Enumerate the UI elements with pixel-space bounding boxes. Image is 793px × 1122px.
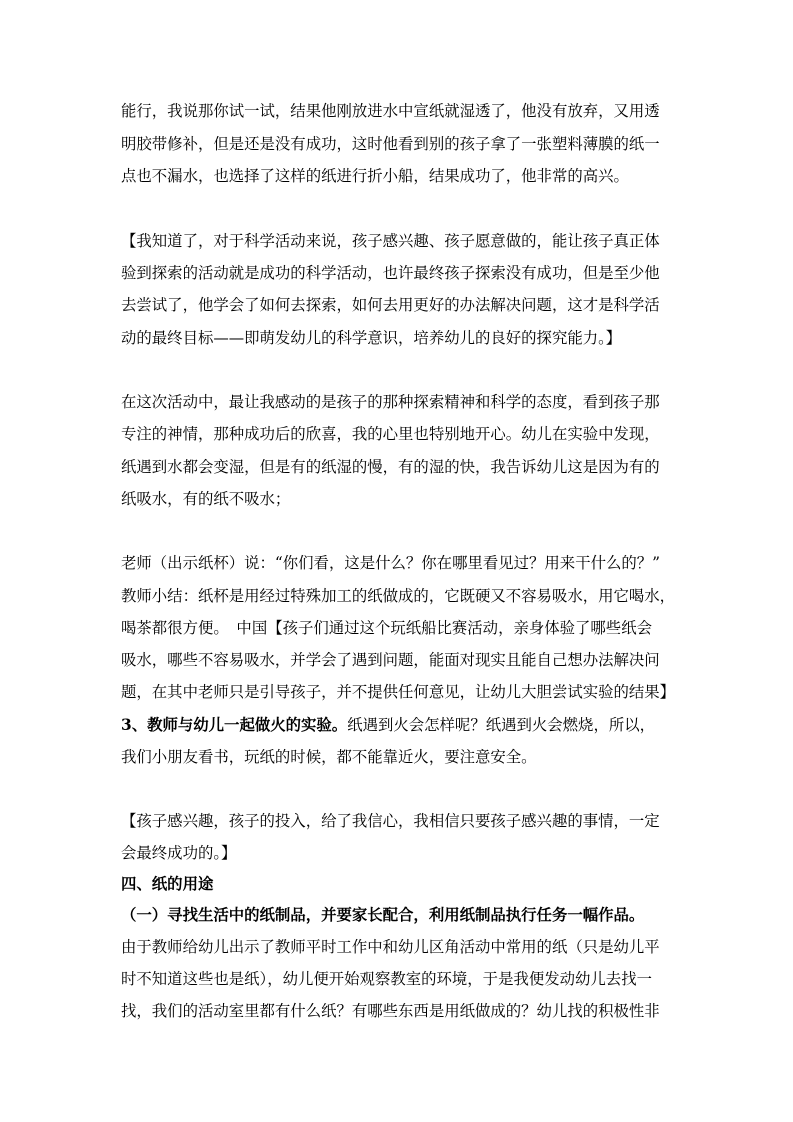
paragraph5-line1 — [121, 715, 655, 735]
paragraph3-line3: 纸遇到水都会变湿，但是有的纸湿的慢，有的湿的快，我告诉幼儿这是因为有的 — [121, 458, 660, 476]
paragraph7-line1: 由于教师给幼儿出示了教师平时工作中和幼儿区角活动中常用的纸（只是幼儿平 — [121, 938, 660, 956]
paragraph1-line1: 能行，我说那你试一试，结果他刚放进水中宣纸就湿透了，他没有放弃，又用透 — [121, 102, 660, 120]
paragraph2-line3: 去尝试了，他学会了如何去探索，如何去用更好的办法解决问题，这才是科学活 — [121, 296, 660, 314]
paragraph7-line2: 时不知道这些也是纸），幼儿便开始观察教室的环境，于是我便发动幼儿去找一 — [121, 970, 652, 988]
paragraph3-line1: 在这次活动中，最让我感动的是孩子的那种探索精神和科学的态度，看到孩子那 — [121, 393, 660, 411]
paragraph2-line1: 【我知道了，对于科学活动来说，孩子感兴趣、孩子愿意做的，能让孩子真正体 — [121, 232, 660, 250]
paragraph5-lead-rest: 纸遇到火会怎样呢？纸遇到火会燃烧，所以， — [347, 716, 656, 734]
paragraph5-line2: 我们小朋友看书，玩纸的时候，都不能靠近火，要注意安全。 — [121, 748, 537, 766]
paragraph4-line4: 吸水，哪些不容易吸水，并学会了遇到问题，能面对现实且能自己想办法解决问 — [121, 651, 660, 669]
paragraph2-line4: 动的最终目标——即萌发幼儿的科学意识，培养幼儿的良好的探究能力。】 — [121, 329, 622, 347]
paragraph4-line3: 喝茶都很方便。 中国【孩子们通过这个玩纸船比赛活动，亲身体验了哪些纸会 — [121, 619, 652, 637]
subsection-heading-1: （一）寻找生活中的纸制品，并要家长配合，利用纸制品执行任务一幅作品。 — [121, 906, 645, 924]
paragraph1-line3: 点也不漏水，也选择了这样的纸进行折小船，结果成功了，他非常的高兴。 — [121, 167, 629, 185]
paragraph6-line2: 会最终成功的。】 — [121, 844, 237, 862]
paragraph4-line2: 教师小结：纸杯是用经过特殊加工的纸做成的，它既硬又不容易吸水，用它喝水， — [121, 587, 676, 605]
paragraph7-line3: 找，我们的活动室里都有什么纸？有哪些东西是用纸做成的？幼儿找的积极性非 — [121, 1002, 660, 1020]
paragraph3-line4: 纸吸水，有的纸不吸水； — [121, 490, 291, 508]
paragraph3-line2: 专注的神情，那种成功后的欣喜，我的心里也特别地开心。幼儿在实验中发现， — [121, 425, 660, 443]
paragraph4-line1: 老师（出示纸杯）说：“你们看，这是什么？你在哪里看见过？用来干什么的？” — [121, 554, 661, 572]
paragraph6-line1: 【孩子感兴趣，孩子的投入，给了我信心，我相信只要孩子感兴趣的事情，一定 — [121, 812, 660, 830]
paragraph4-line5: 题，在其中老师只是引导孩子，并不提供任何意见，让幼儿大胆尝试实验的结果】 — [121, 683, 676, 701]
section-heading-4: 四、纸的用途 — [121, 875, 214, 893]
paragraph1-line2: 明胶带修补，但是还是没有成功，这时他看到别的孩子拿了一张塑料薄膜的纸一 — [121, 135, 660, 153]
paragraph5-bold-lead: 3、教师与幼儿一起做火的实验。 — [121, 716, 348, 734]
paragraph2-line2: 验到探索的活动就是成功的科学活动，也许最终孩子探索没有成功，但是至少他 — [121, 264, 660, 282]
